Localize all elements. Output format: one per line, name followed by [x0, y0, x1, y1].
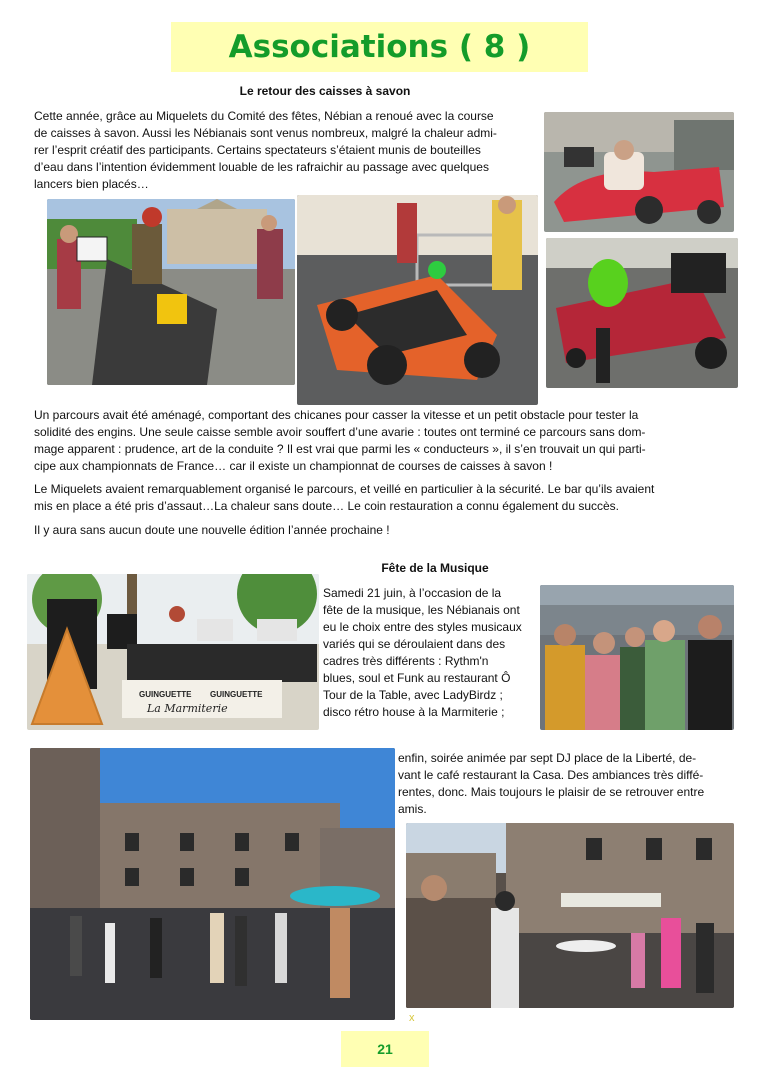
para-line: Le Miquelets avaient remarquablement organisé le parcours, et veillé en particulier à la sécurité. Le bar qu’ils avaient: [34, 482, 655, 496]
photo-pirate-cart: [47, 199, 295, 385]
para-line: fête de la musique, les Nébianais ont: [323, 603, 520, 617]
intro-paragraph: [34, 108, 534, 193]
section-heading-musique: Fête de la Musique: [381, 561, 489, 575]
stray-mark: x: [409, 1012, 415, 1024]
para-line: solidité des engins. Une seule caisse semble avoir souffert d’une avarie : toutes ont terminé ce parcours sans dom-: [34, 425, 646, 439]
banner-marmiterie: La Marmiterie: [147, 702, 228, 715]
para-line: mis en place a été pris d’assaut…La chaleur sans doute… Le coin restauration a connu également du succès.: [34, 499, 620, 513]
para-line: cipe aux championnats de France… car il existe un championnat de courses de caisses à savon !: [34, 459, 553, 473]
paragraph-fete-musique: [323, 585, 538, 721]
title-box: [171, 22, 588, 72]
photo-red-kart-child: [544, 112, 734, 232]
intro-line: Cette année, grâce au Miquelets du Comité des fêtes, Nébian a renoué avec la course: [34, 109, 494, 123]
page-title: Associations ( 8 ): [228, 29, 531, 65]
para-line: disco rétro house à la Marmiterie ;: [323, 705, 505, 719]
photo-evening-square: [30, 748, 395, 1020]
intro-line: lancers bien placés…: [34, 177, 149, 191]
photo-red-mower-cart: [546, 238, 738, 388]
intro-line: de caisses à savon. Aussi les Nébianais sont venus nombreux, malgré la chaleur admi-: [34, 126, 497, 140]
paragraph-next-edition: Il y aura sans aucun doute une nouvelle édition l’année prochaine !: [34, 523, 390, 537]
intro-line: rer l’esprit créatif des participants. Certains spectateurs s’étaient munis de bouteilles: [34, 143, 481, 157]
photo-group-people: [540, 585, 734, 730]
section-heading-caisses: Le retour des caisses à savon: [239, 84, 411, 98]
para-line: rentes, donc. Mais toujours le plaisir de se retrouver entre: [398, 785, 705, 799]
photo-orange-kart: [297, 195, 538, 405]
page-number-box: [341, 1031, 429, 1067]
para-line: vant le café restaurant la Casa. Des ambiances très diffé-: [398, 768, 704, 782]
para-line: Samedi 21 juin, à l’occasion de la: [323, 586, 502, 600]
para-line: Tour de la Table, avec LadyBirdz ;: [323, 688, 503, 702]
page-number: 21: [377, 1041, 393, 1057]
banner-guinguette-2: GUINGUETTE: [210, 690, 263, 699]
para-line: eu le choix entre des styles musicaux: [323, 620, 522, 634]
paragraph-soiree-dj: [398, 750, 735, 818]
paragraph-course: [34, 407, 734, 475]
paragraph-organisation: [34, 481, 734, 515]
intro-line: d’eau dans l’intention évidemment louable de les rafraichir au passage avec quelques: [34, 160, 489, 174]
photo-cafe-terrace: [406, 823, 734, 1008]
para-line: enfin, soirée animée par sept DJ place de la Liberté, de-: [398, 751, 697, 765]
banner-guinguette-1: GUINGUETTE: [139, 690, 192, 699]
para-line: amis.: [398, 802, 427, 816]
para-line: variés qui se déroulaient dans des: [323, 637, 506, 651]
photo-dj-stand: [27, 574, 319, 730]
para-line: cadres très différents : Rythm'n: [323, 654, 489, 668]
para-line: blues, soul et Funk au restaurant Ô: [323, 671, 511, 685]
para-line: Un parcours avait été aménagé, comportant des chicanes pour casser la vitesse et un petit obstacle pour tester la: [34, 408, 639, 422]
para-line: mage apparent : prudence, art de la conduite ? Il est vrai que parmi les « conducteurs », il s’en trouvait un qui parti-: [34, 442, 646, 456]
